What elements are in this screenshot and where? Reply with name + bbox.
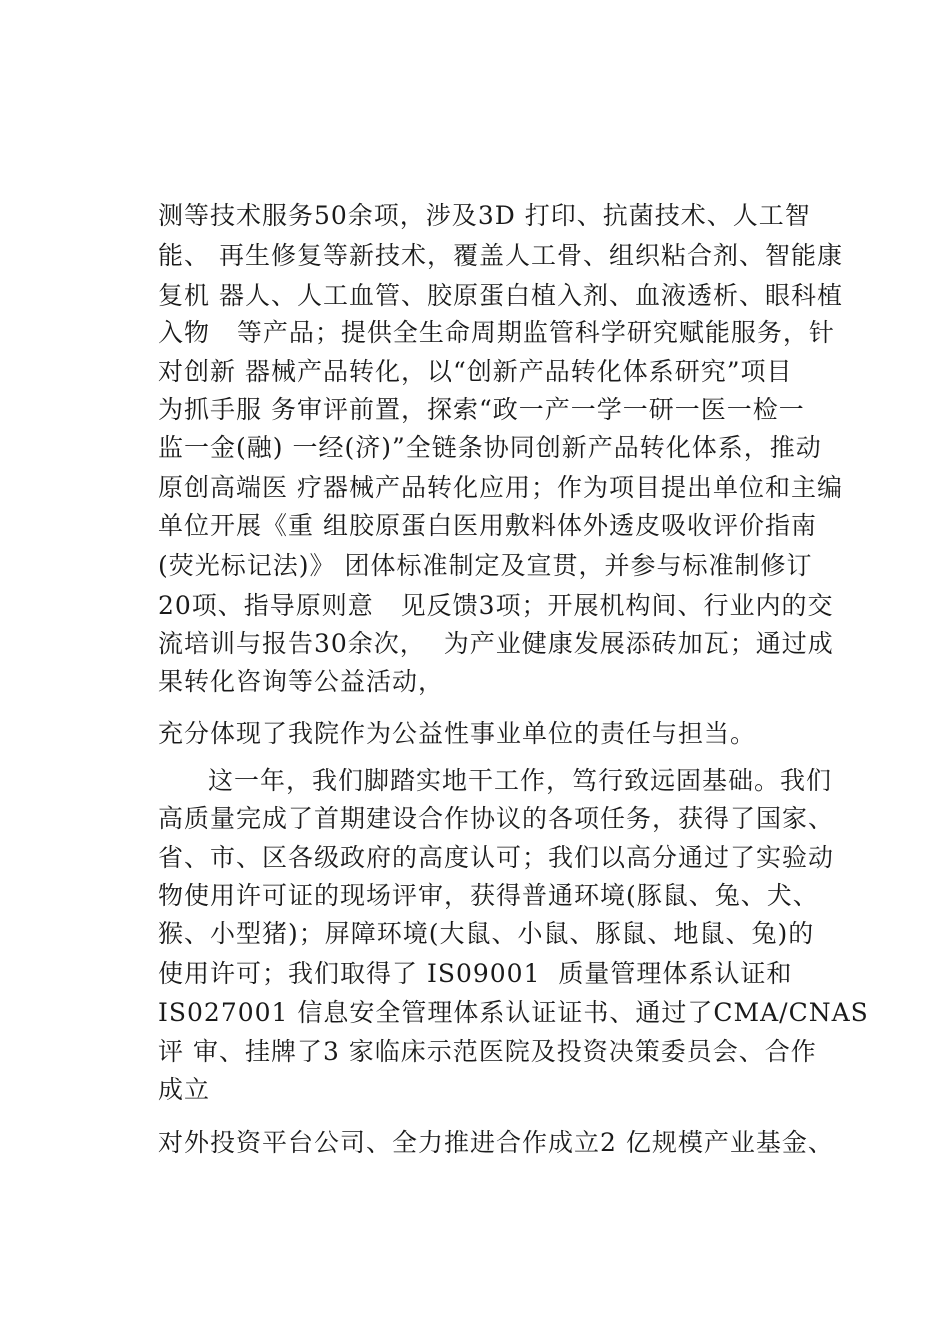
text-line: 对外投资平台公司、全力推进合作成立2 亿规模产业基金、 — [158, 1128, 834, 1157]
text-line: 使用许可；我们取得了 IS09001 质量管理体系认证和 — [158, 959, 793, 988]
text-line: 复机 器人、人工血管、胶原蛋白植入剂、血液透析、眼科植 — [158, 281, 843, 310]
text-line: 监一金(融) 一经(济)”全链条协同创新产品转化体系，推动 — [158, 433, 822, 462]
text-line: 入物 等产品；提供全生命周期监管科学研究赋能服务，针 — [158, 318, 835, 347]
text-line: (荧光标记法)》 团体标准制定及宣贯，并参与标准制修订 — [158, 551, 813, 580]
text-line: 猴、小型猪)；屏障环境(大鼠、小鼠、豚鼠、地鼠、兔)的 — [158, 919, 815, 948]
text-line: 高质量完成了首期建设合作协议的各项任务，获得了国家、 — [158, 804, 835, 833]
text-line: 评 审、挂牌了3 家临床示范医院及投资决策委员会、合作 — [158, 1037, 817, 1066]
text-line: 对创新 器械产品转化，以“创新产品转化体系研究”项目 — [158, 357, 793, 386]
text-line: IS027001 信息安全管理体系认证证书、通过了CMA/CNAS — [158, 998, 869, 1027]
text-line: 成立 — [158, 1075, 211, 1104]
text-line: 20项、指导原则意 见反馈3项；开展机构间、行业内的交 — [158, 591, 834, 620]
text-line: 流培训与报告30余次， 为产业健康发展添砖加瓦；通过成 — [158, 629, 834, 658]
text-line: 为抓手服 务审评前置，探索“政一产一学一研一医一检一 — [158, 395, 805, 424]
text-line: 果转化咨询等公益活动， — [158, 667, 445, 696]
paragraph-first-line: 这一年，我们脚踏实地干工作，笃行致远固基础。我们 — [208, 766, 833, 795]
text-line: 测等技术服务50余项，涉及3D 打印、抗菌技术、人工智 — [158, 201, 811, 230]
text-line: 充分体现了我院作为公益性事业单位的责任与担当。 — [158, 719, 757, 748]
text-line: 原创高端医 疗器械产品转化应用；作为项目提出单位和主编 — [158, 473, 843, 502]
text-line: 能、 再生修复等新技术，覆盖人工骨、组织粘合剂、智能康 — [158, 241, 843, 270]
text-line: 单位开展《重 组胶原蛋白医用敷料体外透皮吸收评价指南 — [158, 511, 817, 540]
text-line: 物使用许可证的现场评审，获得普通环境(豚鼠、兔、犬、 — [158, 881, 819, 910]
text-line: 省、市、区各级政府的高度认可；我们以高分通过了实验动 — [158, 843, 835, 872]
